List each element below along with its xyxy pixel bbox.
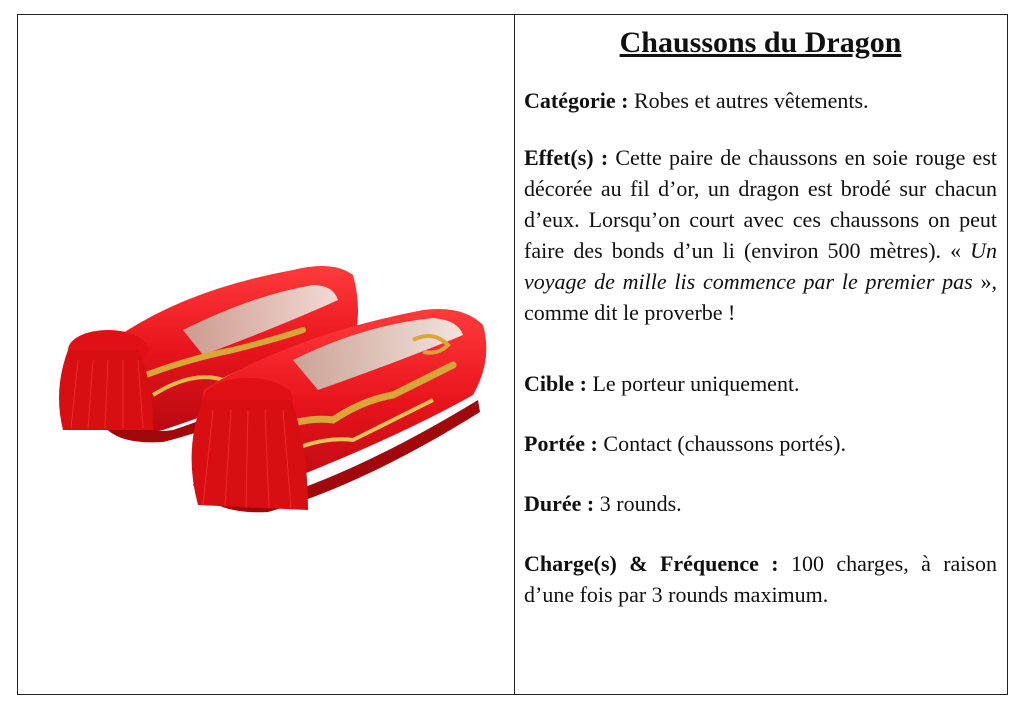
dragon-slippers-image: [33, 230, 503, 530]
duration-label: Durée :: [524, 491, 595, 516]
effects-text-end: », comme dit le proverbe !: [524, 269, 997, 325]
charges-value: 100 charges, à raison d’une fois par 3 rounds maximum.: [524, 551, 997, 607]
category-value: Robes et autres vêtements.: [628, 88, 869, 113]
proverb-quote: Un voyage de mille lis commence par le premier pas: [524, 238, 997, 294]
target-section: [524, 368, 997, 399]
charges-label: Charge(s) & Fréquence :: [524, 551, 779, 576]
effects-text: Cette paire de chaussons en soie rouge est décorée au fil d’or, un dragon est brodé sur chacun d’eux. Lorsqu’on court avec ces chaussons on peut faire des bonds d’un li (environ 500 mètres). «: [524, 145, 997, 263]
charges-section: [524, 548, 997, 610]
category-label: Catégorie :: [524, 88, 629, 113]
image-panel: [18, 15, 515, 694]
range-value: Contact (chaussons portés).: [597, 431, 846, 456]
effects-label: Effet(s) :: [524, 145, 609, 170]
effects-section: [524, 142, 997, 328]
target-value: Le porteur uniquement.: [586, 371, 800, 396]
range-label: Portée :: [524, 431, 598, 456]
item-card: [17, 14, 1008, 695]
description-panel: [515, 15, 1007, 694]
duration-section: [524, 488, 997, 519]
range-section: [524, 428, 997, 459]
tassel-front: [192, 378, 308, 510]
tassel-back: [59, 330, 153, 430]
category-section: [524, 85, 997, 116]
duration-value: 3 rounds.: [594, 491, 682, 516]
target-label: Cible :: [524, 371, 587, 396]
item-title: Chaussons du Dragon: [619, 26, 902, 59]
